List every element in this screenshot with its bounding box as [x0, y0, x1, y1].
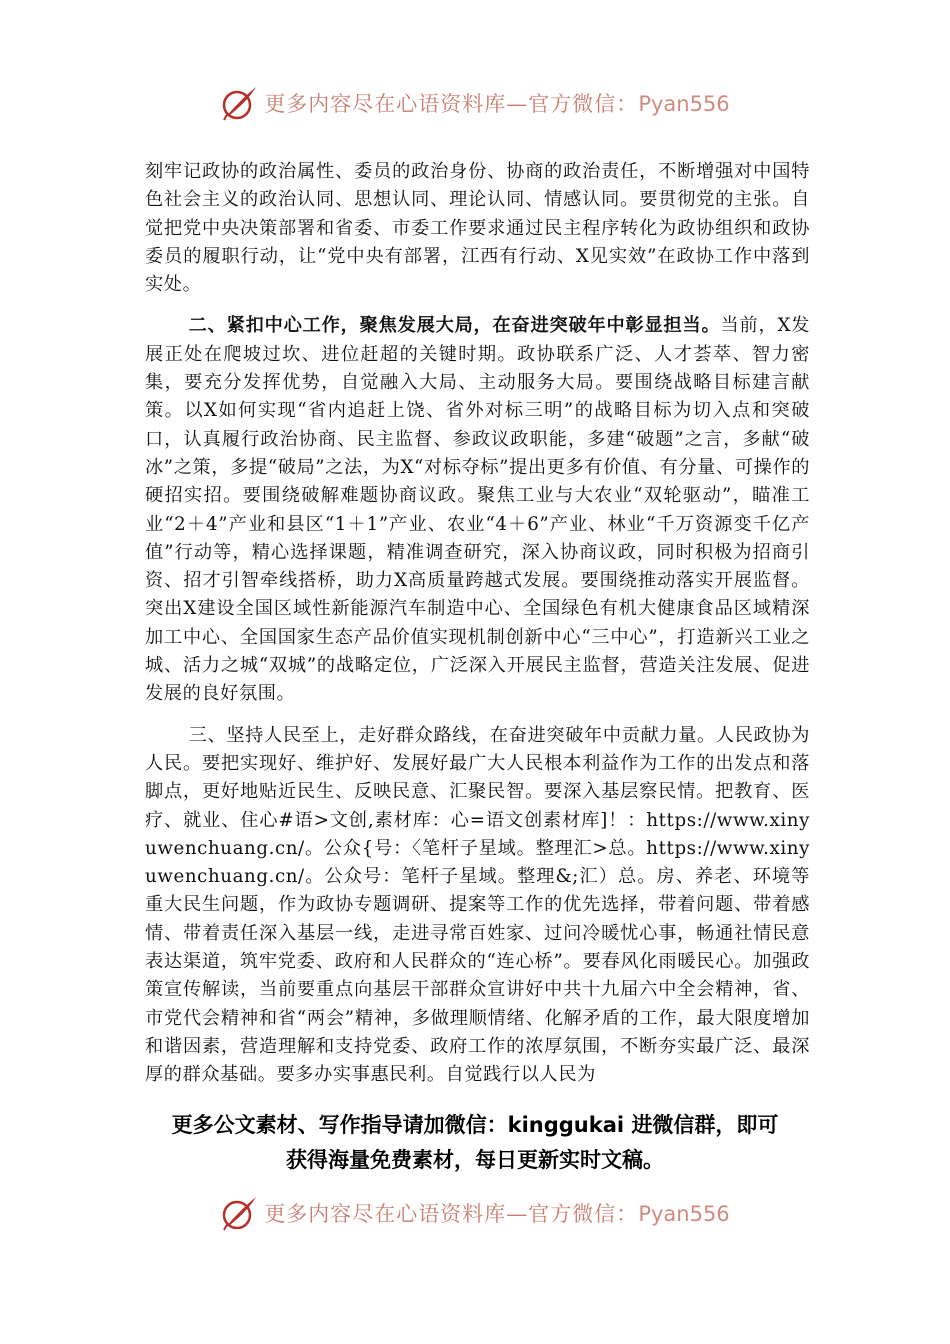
paragraph-text: 当前，X发展正处在爬坡过坎、进位赶超的关键时期。政协联系广泛、人才荟萃、智力密集，要充分发挥优势，自觉融入大局、主动服务大局。要围绕战略目标建言献策。以X如何实现“省内追赶上饶、省外对标三明”的战略目标为切入点和突破口，认真履行政治协商、民主监督、参政议政职能，多建“破题”之言，多献“破冰”之策，多提“破局”之法，为X“对标夺标”提出更多有价值、有分量、可操作的硬招实招。要围绕破解难题协商议政。聚焦工业与大农业“双轮驱动”，瞄准工业“2＋4”产业和县区“1＋1”产业、农业“4＋6”产业、林业“千万资源变千亿产值”行动等，精心选择课题，精准调查研究，深入协商议政，同时积极为招商引资、招才引智牵线搭桥，助力X高质量跨越式发展。要围绕推动落实开展监督。突出X建设全国区域性新能源汽车制造中心、全国绿色有机大健康食品区域精深加工中心、全国国家生态产品价值实现机制创新中心“三中心”，打造新兴工业之城、活力之城“双城”的战略定位，广泛深入开展民主监督，营造关注发展、促进发展的良好氛围。 — [145, 315, 810, 705]
promo-line-2: 获得海量免费素材，每日更新实时文稿。 — [286, 1148, 664, 1172]
promo-line-1: 更多公文素材、写作指导请加微信：kinggukai 进微信群，即可 — [171, 1113, 779, 1137]
header-banner — [0, 78, 950, 128]
article-body — [145, 158, 810, 1090]
section-heading: 二、紧扣中心工作，聚焦发展大局，在奋进突破年中彰显担当。 — [188, 315, 721, 337]
paragraph-section-two — [145, 312, 810, 708]
quill-pen-logo-icon — [220, 1193, 260, 1233]
banner-text: 更多内容尽在心语资料库—官方微信：Pyan556 — [264, 92, 730, 116]
banner-text: 更多内容尽在心语资料库—官方微信：Pyan556 — [264, 1202, 730, 1226]
footer-banner — [0, 1188, 950, 1238]
quill-pen-logo-icon — [220, 83, 260, 123]
paragraph-section-three: 三、坚持人民至上，走好群众路线，在奋进突破年中贡献力量。人民政协为人民。要把实现好、维护好、发展好最广大人民根本利益作为工作的出发点和落脚点，更好地贴近民生、反映民意、汇聚民智。要深入基层察民情。把教育、医疗、就业、住心#语>文创,素材库：心=语文创素材库]！：https://www.xinyuwenchuang.cn/。公众{号：〈笔杆子星域。整理汇>总。https://www.xinyuwenchuang.cn/。公众号：笔杆子星域。整理&;汇）总。房、养老、环境等重大民生问题，作为政协专题调研、提案等工作的优先选择，带着问题、带着感情、带着责任深入基层一线，走进寻常百姓家、过问冷暖忧心事，畅通社情民意表达渠道，筑牢党委、政府和人民群众的“连心桥”。要春风化雨暖民心。加强政策宣传解读，当前要重点向基层干部群众宣讲好中共十九届六中全会精神，省、市党代会精神和省“两会”精神，多做理顺情绪、化解矛盾的工作，最大限度增加和谐因素，营造理解和支持党委、政府工作的浓厚氛围，不断夯实最广泛、最深厚的群众基础。要多办实事惠民利。自觉践行以人民为 — [145, 724, 810, 1086]
paragraph-continuation: 刻牢记政协的政治属性、委员的政治身份、协商的政治责任，不断增强对中国特色社会主义的政治认同、思想认同、理论认同、情感认同。要贯彻党的主张。自觉把党中央决策部署和省委、市委工作要求通过民主程序转化为政协组织和政协委员的履职行动，让“党中央有部署，江西有行动、X见实效”在政协工作中落到实处。 — [145, 161, 810, 296]
promo-notice — [0, 1108, 950, 1178]
